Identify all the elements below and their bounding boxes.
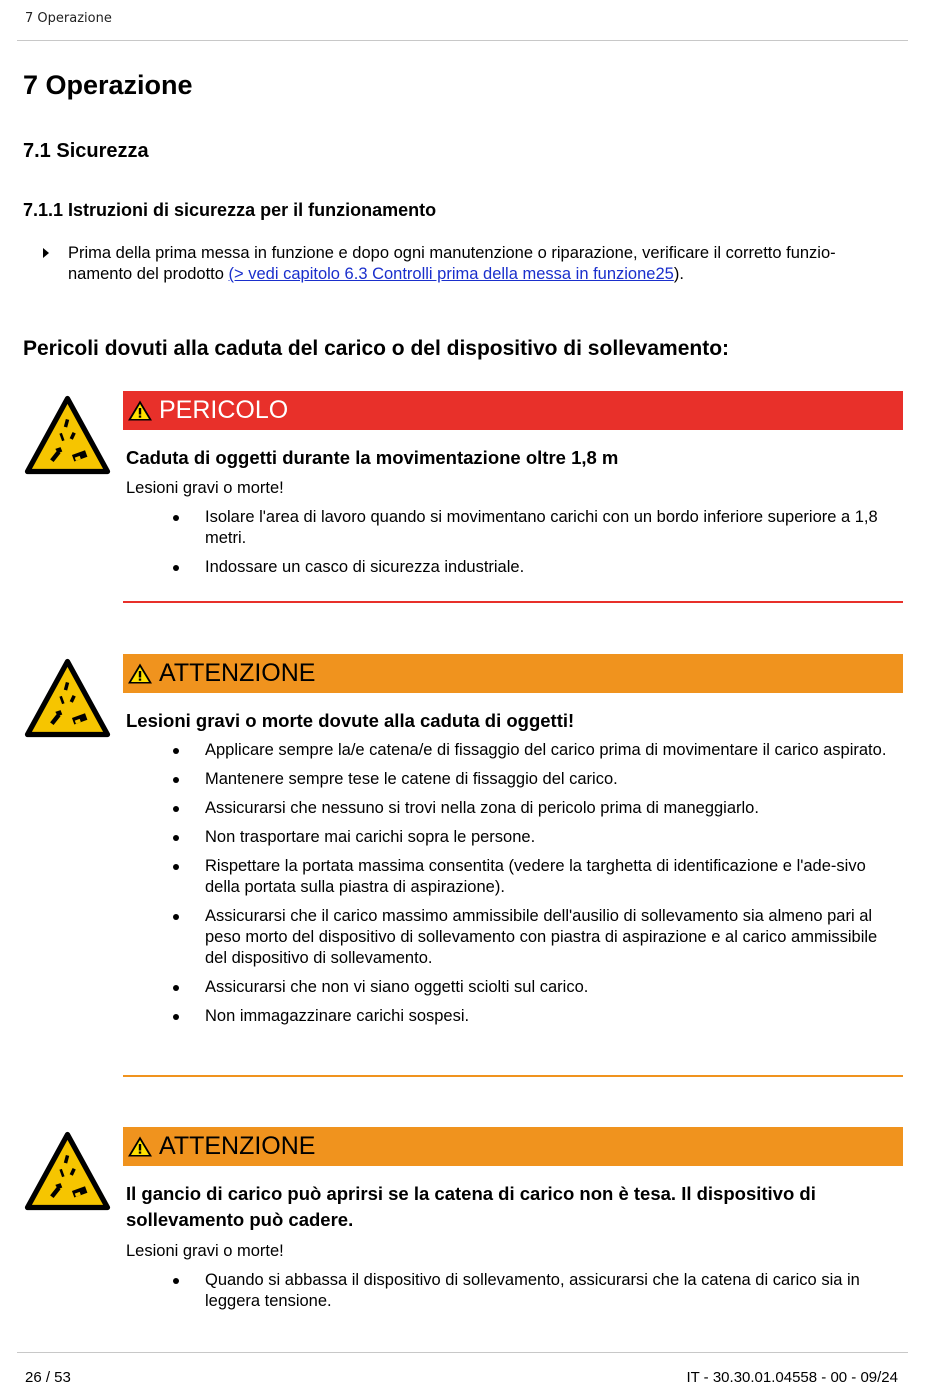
warning-block-danger: [0, 391, 950, 606]
instruction-text-end: ).: [673, 265, 684, 283]
instruction-text: namento del prodotto: [68, 265, 229, 283]
warning-title: Il gancio di carico può aprirsi se la catena di carico non è tesa. Il dispositivo di sollevamento può cadere.: [126, 1183, 816, 1230]
footer-divider: [17, 1352, 908, 1353]
instruction-line-2: [68, 264, 903, 285]
page-number: 26 / 53: [25, 1369, 71, 1386]
danger-end-line: [123, 601, 903, 603]
warning-list: [126, 740, 896, 1035]
list-item: Rispettare la portata massima consentita (vedere la targhetta di identificazione e l'ade-sivo della portata sulla piastra di aspirazione).: [126, 856, 896, 898]
warning-list: [126, 507, 896, 586]
document-reference: IT - 30.30.01.04558 - 00 - 09/24: [686, 1369, 898, 1386]
bullet-icon: [173, 515, 179, 521]
section-title: 7.1 Sicurezza: [23, 140, 149, 162]
warning-triangle-icon: [127, 399, 153, 422]
warning-triangle-icon: [127, 662, 153, 685]
bullet-icon: [173, 985, 179, 991]
list-item: Mantenere sempre tese le catene di fissaggio del carico.: [126, 769, 896, 790]
hazard-heading: Pericoli dovuti alla caduta del carico o del dispositivo di sollevamento:: [23, 337, 730, 360]
warning-list: [126, 1270, 896, 1320]
caution-banner: [123, 1127, 903, 1166]
list-item: Assicurarsi che il carico massimo ammissibile dell'ausilio di sollevamento sia almeno pari al peso morto del dispositivo di sollevamento con piastra di aspirazione e al carico ammissibile del dispositivo di sollevamento.: [126, 906, 896, 969]
subsection-title: 7.1.1 Istruzioni di sicurezza per il funzionamento: [23, 200, 437, 220]
bullet-icon: [173, 864, 179, 870]
warning-title: Lesioni gravi o morte dovute alla caduta di oggetti!: [126, 710, 575, 731]
bullet-icon: [173, 1014, 179, 1020]
warning-triangle-icon: [127, 1135, 153, 1158]
instruction-step: [43, 243, 903, 285]
warning-title: Caduta di oggetti durante la movimentazione oltre 1,8 m: [126, 447, 619, 468]
caution-banner: [123, 654, 903, 693]
list-item: Assicurarsi che nessuno si trovi nella zona di pericolo prima di maneggiarlo.: [126, 798, 896, 819]
chapter-6-3-link[interactable]: (> vedi capitolo 6.3 Controlli prima della messa in funzione25: [228, 265, 674, 283]
running-header: 7 Operazione: [25, 11, 112, 26]
chapter-title: 7 Operazione: [23, 70, 193, 100]
caution-end-line: [123, 1075, 903, 1077]
signal-word: PERICOLO: [159, 396, 289, 424]
falling-objects-warning-icon: [23, 1131, 112, 1211]
bullet-icon: [173, 1278, 179, 1284]
bullet-icon: [173, 748, 179, 754]
instruction-line-1: Prima della prima messa in funzione e dopo ogni manutenzione o riparazione, verificare il corretto funzio-: [68, 244, 836, 262]
arrow-right-icon: [43, 248, 49, 258]
bullet-icon: [173, 565, 179, 571]
signal-word: ATTENZIONE: [159, 659, 316, 687]
falling-objects-warning-icon: [23, 658, 112, 738]
bullet-icon: [173, 914, 179, 920]
warning-block-caution-2: [0, 1127, 950, 1327]
bullet-icon: [173, 777, 179, 783]
bullet-icon: [173, 835, 179, 841]
warning-consequence: Lesioni gravi o morte!: [126, 479, 284, 497]
signal-word: ATTENZIONE: [159, 1132, 316, 1160]
bullet-icon: [173, 806, 179, 812]
list-item: Quando si abbassa il dispositivo di sollevamento, assicurarsi che la catena di carico sia in leggera tensione.: [126, 1270, 896, 1312]
list-item: Non immagazzinare carichi sospesi.: [126, 1006, 896, 1027]
warning-consequence: Lesioni gravi o morte!: [126, 1242, 284, 1260]
warning-block-caution-1: [0, 654, 950, 1084]
list-item: Non trasportare mai carichi sopra le persone.: [126, 827, 896, 848]
list-item: Isolare l'area di lavoro quando si movimentano carichi con un bordo inferiore superiore a 1,8 metri.: [126, 507, 896, 549]
danger-banner: [123, 391, 903, 430]
list-item: Indossare un casco di sicurezza industriale.: [126, 557, 896, 578]
list-item: Assicurarsi che non vi siano oggetti sciolti sul carico.: [126, 977, 896, 998]
list-item: Applicare sempre la/e catena/e di fissaggio del carico prima di movimentare il carico aspirato.: [126, 740, 896, 761]
header-divider: [17, 40, 908, 41]
falling-objects-warning-icon: [23, 395, 112, 475]
